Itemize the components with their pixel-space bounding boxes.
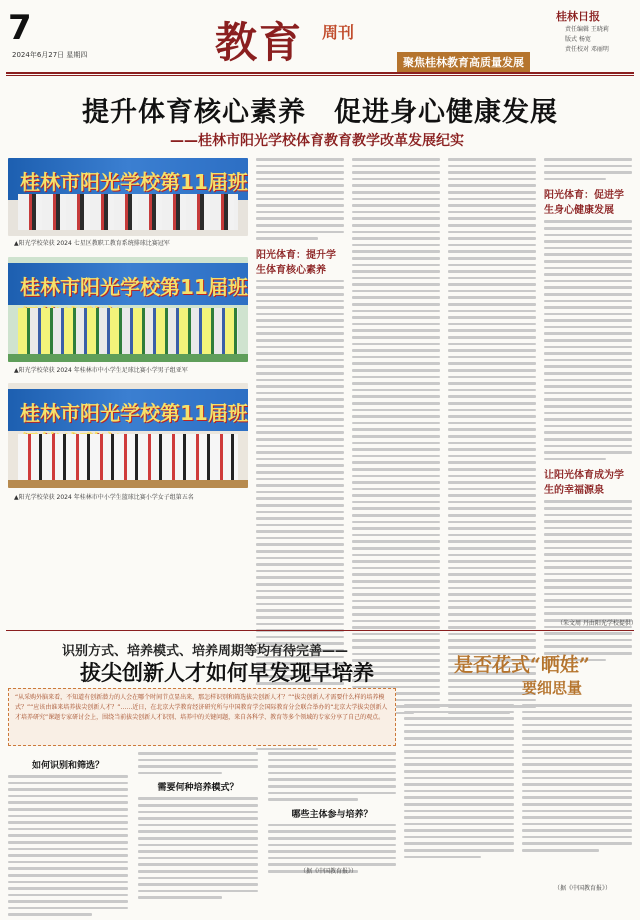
photo-caption: ▲阳光学校荣获 2024 年桂林市中小学生足球比赛小学男子组亚军 [14, 367, 188, 374]
page-number: 7 [8, 8, 32, 48]
section-title: 教育 [215, 18, 304, 67]
section-slogan: 聚焦桂林教育高质量发展 [397, 52, 530, 72]
right-column-2 [522, 704, 632, 856]
photo-banner-text: 桂林市阳光学校第11届班 [20, 275, 248, 299]
issue-date: 2024年6月27日 星期四 [12, 51, 88, 59]
right-headline-line2: 要细思量 [522, 679, 583, 697]
photo-football-team [8, 257, 248, 362]
article-column-2 [352, 158, 440, 718]
paper-name: 桂林日报 [556, 10, 600, 23]
lower-subheading: 如何识别和筛选？ [31, 761, 104, 771]
photo-banner-text: 桂林市阳光学校第11届班 [20, 170, 248, 194]
photo-basketball-team [8, 383, 248, 488]
staff-editor: 责任编辑 王晓莉 [565, 26, 609, 33]
photo-banner-text: 桂林市阳光学校第11届班 [20, 401, 248, 425]
lower-column-3 [268, 752, 396, 877]
staff-proof: 责任校对 邓丽明 [565, 46, 609, 53]
section-subtitle: 周刊 [322, 23, 355, 42]
photo-caption: ▲阳光学校荣获 2024 七星区教职工教育系统排球比赛冠军 [14, 240, 170, 247]
lower-kicker: 识别方式、培养模式、培养周期等均有待完善—— [62, 644, 349, 659]
section-heading: 阳光体育：提升学生体育核心素养 [256, 249, 336, 276]
pull-quote: “从采购外脑来看，不知道有创新潜力的人会在哪个时间节点显出来，那怎样识别和筛选拔尖创新人才？”“拔尖创新人才需要什么样的培养模式？”“应该由谁来培养拔尖创新人才？”……近日，在北京大学教育经济研究所与中国教育学会国际教育分会联合举办的“北京大学拔尖创新人才培养研究”课题专家研讨会上，围绕当前拔尖创新人才识别、培养中的关键问题，来自各科学、教育等多个领域的专家分享了自己的观点。 [8, 688, 396, 746]
right-column-1 [404, 704, 514, 862]
lower-subheading: 哪些主体参与培养？ [291, 809, 373, 820]
right-source: （据《中国教育报》） [554, 885, 612, 892]
staff-layout: 版式 杨宽 [565, 36, 591, 43]
article-byline: （朱文周 丹由阳光学校提供） [557, 620, 637, 627]
header-rule-thin [6, 75, 634, 76]
main-subheadline: ——桂林市阳光学校体育教育教学改革发展纪实 [170, 133, 464, 149]
section-heading: 让阳光体育成为学生的幸福源泉 [544, 470, 624, 497]
lower-column-1 [8, 752, 128, 920]
photo-caption: ▲阳光学校荣获 2024 年桂林市中小学生篮球比赛小学女子组第五名 [14, 494, 194, 501]
lower-left-source: （据《中国教育报》） [300, 868, 358, 875]
section-masthead [185, 8, 545, 68]
photo-volleyball-team [8, 158, 248, 236]
article-column-3 [448, 158, 536, 718]
article-column-4 [544, 158, 632, 665]
lower-column-2 [138, 752, 258, 903]
header-rule [6, 72, 634, 74]
section-divider [6, 630, 634, 631]
lower-headline: 拔尖创新人才如何早发现早培养 [80, 660, 374, 685]
right-headline-line1: 是否花式“晒娃” [454, 654, 590, 676]
lower-subheading: 需要何种培养模式？ [157, 783, 239, 794]
main-headline: 提升体育核心素养 促进身心健康发展 [82, 97, 558, 128]
section-heading: 阳光体育：促进学生身心健康发展 [544, 190, 624, 217]
